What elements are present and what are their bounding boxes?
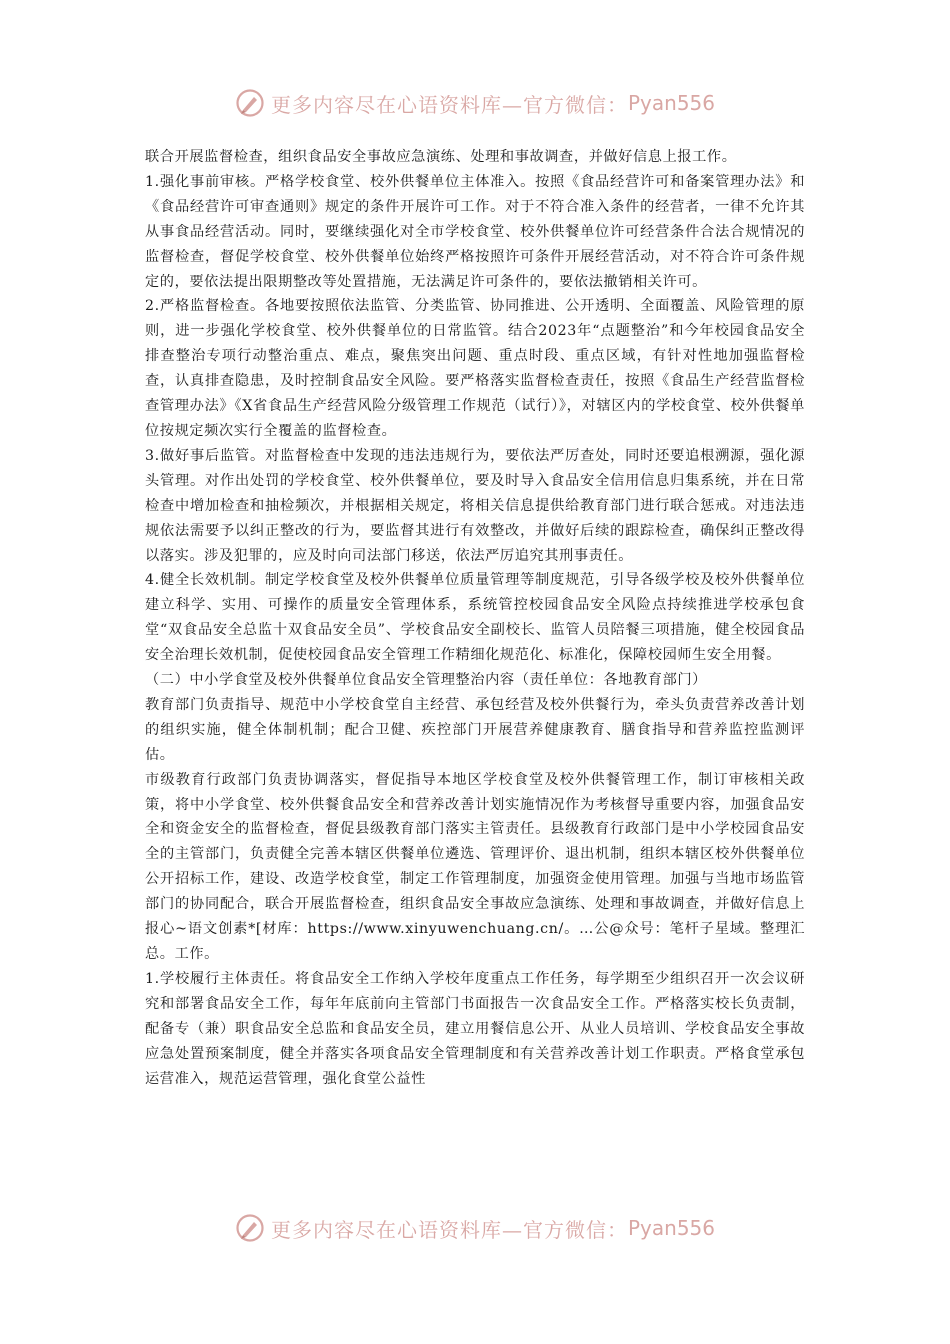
footer-watermark-banner	[0, 1208, 950, 1248]
section-heading: （二）中小学食堂及校外供餐单位食品安全管理整治内容（责任单位：各地教育部门）	[145, 672, 707, 689]
paragraph: 4.健全长效机制。制定学校食堂及校外供餐单位质量管理等制度规范，引导各级学校及校外供餐单位建立科学、实用、可操作的质量安全管理体系，系统管控校园食品安全风险点持续推进学校承包食堂“双食品安全总监十双食品安全员”、学校食品安全副校长、监管人员陪餐三项措施，健全校园食品安全治理长效机制，促使校园食品安全管理工作精细化规范化、标准化，保障校园师生安全用餐。	[145, 572, 805, 664]
paragraph: 1.强化事前审核。严格学校食堂、校外供餐单位主体准入。按照《食品经营许可和备案管理办法》和《食品经营许可审查通则》规定的条件开展许可工作。对于不符合准入条件的经营者，一律不允许其从事食品经营活动。同时，要继续强化对全市学校食堂、校外供餐单位许可经营条件合法合规情况的监督检查，督促学校食堂、校外供餐单位始终严格按照许可条件开展经营活动，对不符合许可条件规定的，要依法提出限期整改等处置措施，无法满足许可条件的，要依法撤销相关许可。	[145, 173, 805, 290]
paragraph: 市级教育行政部门负责协调落实，督促指导本地区学校食堂及校外供餐管理工作，制订审核相关政策，将中小学食堂、校外供餐食品安全和营养改善计划实施情况作为考核督导重要内容，加强食品安全和资金安全的监督检查，督促县级教育部门落实主管责任。县级教育行政部门是中小学校园食品安全的主管部门，负责健全完善本辖区供餐单位遴选、管理评价、退出机制，组织本辖区校外供餐单位公开招标工作，建设、改造学校食堂，制定工作管理制度，加强资金使用管理。加强与当地市场监管部门的协同配合，联合开展监督检查，组织食品安全事故应急演练、处理和事故调查，并做好信息上报心~语文创素*[材库：https://www.xinyuwenchuang.cn/。…公@众号：笔杆子星域。整理汇总。工作。	[145, 771, 805, 962]
paragraph: 教育部门负责指导、规范中小学校食堂自主经营、承包经营及校外供餐行为，牵头负责营养改善计划的组织实施，健全体制机制；配合卫健、疾控部门开展营养健康教育、膳食指导和营养监控监测评估。	[145, 696, 805, 763]
paragraph: 3.做好事后监管。对监督检查中发现的违法违规行为，要依法严厉查处，同时还要追根溯源，强化源头管理。对作出处罚的学校食堂、校外供餐单位，要及时导入食品安全信用信息归集系统，并在日常检查中增加检查和抽检频次，并根据相关规定，将相关信息提供给教育部门进行联合惩戒。对违法违规依法需要予以纠正整改的行为，要监督其进行有效整改，并做好后续的跟踪检查，确保纠正整改得以落实。涉及犯罪的，应及时向司法部门移送，依法严厉追究其刑事责任。	[145, 447, 805, 564]
banner-text: 更多内容尽在心语资料库—官方微信：	[270, 92, 628, 117]
banner-handle: Pyan556	[627, 91, 715, 115]
paragraph: 2.严格监督检查。各地要按照依法监管、分类监管、协同推进、公开透明、全面覆盖、风险管理的原则，进一步强化学校食堂、校外供餐单位的日常监管。结合2023年“点题整治”和今年校园食品安全排查整治专项行动整治重点、难点，聚焦突出问题、重点时段、重点区域，有针对性地加强监督检查，认真排查隐患，及时控制食品安全风险。要严格落实监督检查责任，按照《食品生产经营监督检查管理办法》《X省食品生产经营风险分级管理工作规范（试行）》，对辖区内的学校食堂、校外供餐单位按规定频次实行全覆盖的监督检查。	[145, 298, 805, 439]
paragraph: 联合开展监督检查，组织食品安全事故应急演练、处理和事故调查，并做好信息上报工作。	[145, 149, 737, 165]
pen-logo-icon	[235, 1213, 265, 1243]
pen-logo-icon	[235, 88, 265, 118]
document-body	[145, 145, 805, 1091]
banner-text: 更多内容尽在心语资料库—官方微信：	[270, 1217, 628, 1242]
header-watermark-banner	[0, 83, 950, 123]
paragraph: 1.学校履行主体责任。将食品安全工作纳入学校年度重点工作任务，每学期至少组织召开一次会议研究和部署食品安全工作，每年年底前向主管部门书面报告一次食品安全工作。严格落实校长负责制，配备专（兼）职食品安全总监和食品安全员，建立用餐信息公开、从业人员培训、学校食品安全事故应急处置预案制度，健全并落实各项食品安全管理制度和有关营养改善计划工作职责。严格食堂承包运营准入，规范运营管理，强化食堂公益性	[145, 970, 805, 1087]
banner-handle: Pyan556	[627, 1216, 715, 1240]
